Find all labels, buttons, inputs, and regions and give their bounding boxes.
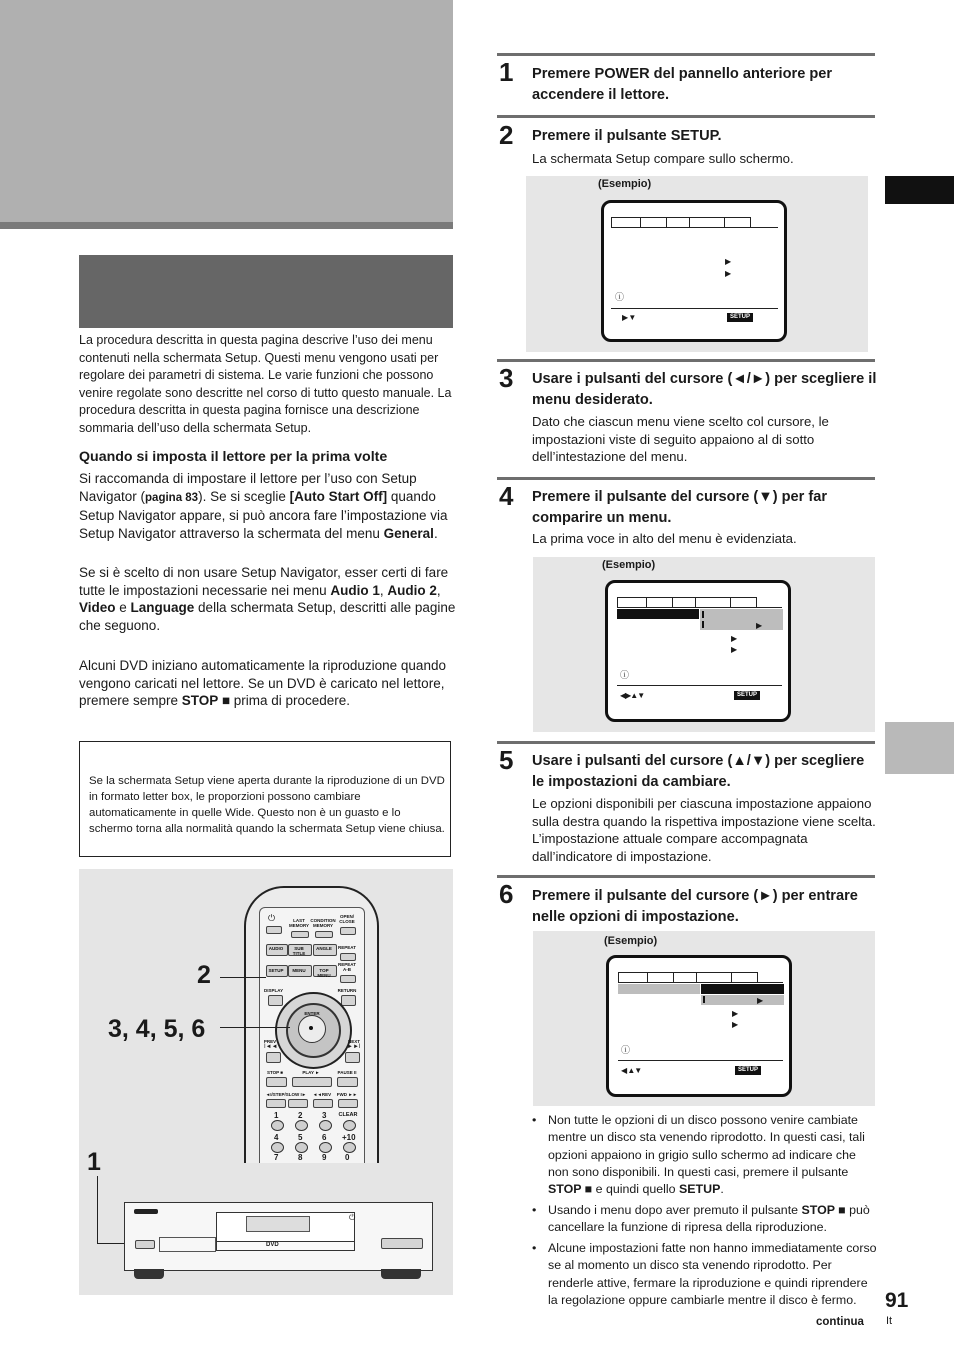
menu-divider	[617, 607, 782, 608]
first-time-paragraph-3	[79, 657, 453, 710]
setup-badge: SETUP	[734, 691, 760, 700]
options-panel	[700, 609, 783, 630]
info-icon: ⓘ	[615, 292, 625, 302]
player-transport-buttons[interactable]	[381, 1238, 423, 1249]
step-fwd-button[interactable]	[288, 1099, 308, 1108]
repeat-ab-label: REPEAT A-B	[338, 962, 356, 972]
step-1-title: Premere POWER del pannello anteriore per accendere il lettore.	[532, 66, 833, 103]
clear-button[interactable]	[343, 1120, 356, 1131]
note-text: Se la schermata Setup viene aperta durante la riproduzione di un DVD in formato letter box, le proporzioni possono cambiare automaticamente in quelle Wide. Questo non è un guasto e lo schermo torna alla normalità quando la schermata Setup viene chiusa.	[89, 775, 445, 835]
player-power-button[interactable]	[135, 1240, 155, 1249]
repeat-button[interactable]	[340, 953, 356, 961]
first-time-heading: Quando si imposta il lettore per la prima volte	[79, 449, 388, 465]
callout-line-3456	[220, 1027, 290, 1028]
pause-label: PAUSE II	[337, 1070, 357, 1075]
stop-button[interactable]	[266, 1077, 287, 1087]
player-brand-logo	[134, 1209, 158, 1214]
page-number: 91	[885, 1289, 909, 1312]
step-2-rule	[497, 115, 875, 118]
last-memory-label: LAST MEMORY	[288, 918, 310, 928]
intro-paragraph: La procedura descritta in questa pagina descrive l’uso dei menu contenuti nella schermata Setup. Questi menu vengono usati per regolare dei parametri di sistema. Le varie funzioni che possono venire regolate sono descritte nel corso di tutto questo manuale. La procedura descritta in questa pagina fornisce una descrizione sommaria dell’uso della schermata Setup.	[79, 333, 452, 435]
rev-button[interactable]	[313, 1099, 333, 1108]
display-button[interactable]	[268, 995, 283, 1006]
setting-indicator-icon	[702, 621, 704, 628]
text: Non tutte le opzioni di un disco possono venire cambiate mentre un disco sta venendo riprodotto. In questi casi, tali opzioni appaiono in grigio sullo schermo ad indicare che non sono disponibili. In questi casi, premere il pulsante	[548, 1113, 865, 1179]
arrow-right-icon: ▶	[731, 645, 738, 654]
digit-6-label: 6	[322, 1133, 327, 1142]
section-title-bar	[79, 255, 453, 328]
footer-divider	[617, 685, 782, 686]
setting-indicator-icon	[702, 611, 704, 618]
text: Alcune impostazioni fatte non hanno immediatamente corso se al momento un disco sta venendo riprodotto. Per renderle attive, fermare la riproduzione e quindi riprendere la regolazione oppure cambiarle mentre il disco è fermo.	[548, 1241, 877, 1307]
step-3-body: Dato che ciascun menu viene scelto col cursore, le impostazioni viste di seguito appaiono al di sotto dell’intestazione del menu.	[532, 414, 829, 464]
footer-divider	[618, 1060, 783, 1061]
footer-divider	[611, 308, 778, 309]
digit-4-button[interactable]	[271, 1142, 284, 1153]
video-text: Video	[79, 600, 116, 615]
digit-9-label: 9	[322, 1153, 327, 1162]
arrow-right-icon: ▶	[732, 1009, 739, 1018]
step-slow-label: ◄I/STEP/SLOW I►	[265, 1092, 307, 1097]
clear-label: CLEAR	[338, 1112, 358, 1118]
enter-label: ENTER	[304, 1011, 320, 1016]
digit-5-label: 5	[298, 1133, 303, 1142]
continue-label: continua	[816, 1316, 864, 1328]
repeat-ab-button[interactable]	[340, 975, 356, 983]
open-close-button[interactable]	[340, 927, 356, 935]
stop-text: STOP ■	[181, 693, 230, 708]
text: prima di procedere.	[229, 693, 351, 708]
return-label: RETURN	[337, 988, 357, 993]
cursor-keys-icon: ◀▶▲▼	[620, 691, 645, 700]
bullet-item-2	[532, 1202, 878, 1237]
display-label: DISPLAY	[264, 988, 284, 993]
options-panel	[701, 995, 784, 1005]
edge-tab-black	[885, 176, 954, 204]
callout-line-2	[220, 977, 266, 978]
arrow-right-icon: ▶	[725, 269, 732, 278]
text: Alcuni DVD iniziano automaticamente la riproduzione quando vengono caricati nel lettore. Se un DVD è caricato nel lettore, premere sempre	[79, 658, 446, 708]
prev-label: PREV	[263, 1039, 277, 1044]
digit-2-label: 2	[298, 1111, 303, 1120]
text: quando Setup Navigator appare, si può ancora fare l’impostazione via Setup Navigator attraverso la schermata del menu	[79, 488, 448, 541]
digit-6-button[interactable]	[319, 1142, 332, 1153]
info-icon: ⓘ	[620, 670, 630, 680]
play-label: PLAY ►	[302, 1070, 320, 1075]
bullet-icon: •	[532, 1113, 537, 1127]
audio-label: AUDIO	[268, 946, 284, 951]
digit-3-label: 3	[322, 1111, 327, 1120]
text: Si raccomanda di impostare il lettore per l’uso con Setup Navigator (	[79, 471, 417, 504]
bullet-item-1	[532, 1112, 878, 1198]
menu-label: MENU	[292, 968, 306, 973]
next-label: NEXT	[347, 1039, 360, 1044]
text: e quindi quello	[592, 1182, 680, 1197]
player-display-panel	[246, 1216, 310, 1232]
audio1-text: Audio 1	[330, 582, 380, 598]
callout-1: 1	[87, 1148, 101, 1176]
step-6-title: Premere il pulsante del cursore (►) per entrare nelle opzioni di impostazione.	[532, 888, 858, 925]
digit-2-button[interactable]	[295, 1120, 308, 1131]
repeat-label: REPEAT	[338, 945, 356, 950]
top-menu-label: TOP MENU	[317, 968, 331, 978]
step-4-number: 4	[499, 481, 514, 511]
digit-1-button[interactable]	[271, 1120, 284, 1131]
angle-label: ANGLE	[316, 946, 332, 951]
step-2-body: La schermata Setup compare sullo schermo.	[532, 151, 794, 166]
step-4-rule	[497, 477, 875, 480]
text: e	[115, 600, 131, 615]
step-3-rule	[497, 359, 875, 362]
step-6-number: 6	[499, 879, 514, 909]
first-time-paragraph-1	[79, 470, 455, 542]
general-menu-text: General	[383, 525, 434, 541]
rev-label: ◄◄REV	[312, 1092, 332, 1097]
step-1-number: 1	[499, 57, 514, 87]
step-5-body: Le opzioni disponibili per ciascuna impostazione appaiono sulla destra quando la rispettiva impostazione viene scelta. L’impostazione attuale compare accompagnata dall’indicatore di impostazione.	[532, 796, 876, 864]
arrow-right-icon: ▶	[732, 1020, 739, 1029]
example-3-screen	[606, 955, 792, 1097]
player-foot-right	[381, 1269, 421, 1279]
language-text: Language	[130, 600, 195, 615]
text: Usando i menu dopo aver premuto il pulsante	[548, 1203, 802, 1217]
digit-0-label: 0	[345, 1153, 350, 1162]
info-icon: ⓘ	[621, 1045, 631, 1055]
stop-text: STOP ■	[801, 1203, 846, 1217]
text: ). Se si sceglie	[198, 488, 290, 504]
plus10-button[interactable]	[343, 1142, 356, 1153]
setup-label: SETUP	[268, 968, 284, 973]
player-foot-left	[134, 1269, 164, 1279]
open-close-label: OPEN/ CLOSE	[339, 914, 355, 924]
remote-figure	[79, 869, 453, 1295]
language-code: It	[886, 1315, 893, 1327]
auto-start-off-text: [Auto Start Off]	[289, 488, 388, 504]
player-button-row	[159, 1237, 216, 1252]
arrow-right-icon: ▶	[756, 621, 763, 630]
plus10-label: +10	[342, 1133, 356, 1142]
subtitle-label: SUB TITLE	[292, 946, 306, 956]
bullet-icon: •	[532, 1203, 537, 1217]
fwd-button[interactable]	[338, 1099, 358, 1108]
audio2-text: Audio 2	[387, 582, 437, 598]
prev-button[interactable]	[266, 1052, 281, 1063]
text: Se si è scelto di non usare Setup Navigator, esser certi di fare tutte le impostazioni necessarie nei menu	[79, 565, 449, 598]
cursor-keys-icon: ◀ ▲▼	[621, 1066, 642, 1075]
text: può cancellare la funzione di ripresa della riproduzione.	[548, 1203, 870, 1235]
cursor-keys-icon: ▶ ▼	[622, 313, 636, 322]
selected-option	[701, 984, 784, 994]
step-6-rule	[497, 875, 875, 878]
text: .	[720, 1182, 724, 1197]
fwd-label: FWD ►►	[336, 1092, 358, 1097]
next-icon: ►►I	[347, 1044, 361, 1050]
last-memory-button[interactable]	[291, 931, 309, 938]
setup-badge: SETUP	[735, 1066, 761, 1075]
edge-tab-gray	[885, 722, 954, 774]
example-1-label: (Esempio)	[598, 178, 652, 190]
menu-divider	[611, 227, 778, 228]
step-back-button[interactable]	[266, 1099, 286, 1108]
stop-text: STOP ■	[548, 1182, 593, 1197]
power-button[interactable]	[266, 926, 282, 934]
text: ,	[379, 582, 388, 598]
setting-indicator-icon	[703, 996, 705, 1003]
callout-2: 2	[197, 961, 211, 989]
bullet-icon: •	[532, 1241, 537, 1255]
callout-3456: 3, 4, 5, 6	[108, 1015, 206, 1043]
arrow-right-icon: ▶	[725, 257, 732, 266]
setup-badge: SETUP	[727, 313, 753, 322]
digit-1-label: 1	[274, 1111, 279, 1120]
text: ,	[436, 582, 441, 598]
arrow-right-icon: ▶	[731, 634, 738, 643]
page-reference: pagina 83	[145, 491, 199, 504]
digit-3-button[interactable]	[319, 1120, 332, 1131]
stop-label: STOP ■	[266, 1070, 284, 1075]
pause-button[interactable]	[337, 1077, 358, 1087]
step-2-number: 2	[499, 120, 514, 150]
digit-5-button[interactable]	[295, 1142, 308, 1153]
step-3-title: Usare i pulsanti del cursore (◄/►) per scegliere il menu desiderato.	[532, 371, 877, 408]
example-3-label: (Esempio)	[604, 935, 658, 947]
header-gray-underline	[0, 222, 453, 229]
step-5-number: 5	[499, 745, 514, 775]
bullet-item-3	[532, 1240, 878, 1309]
arrow-right-icon: ▶	[757, 996, 764, 1005]
step-4-body: La prima voce in alto del menu è evidenziata.	[532, 531, 797, 546]
setup-text: SETUP	[679, 1182, 721, 1197]
next-button[interactable]	[345, 1052, 360, 1063]
digit-8-label: 8	[298, 1153, 303, 1162]
first-time-paragraph-2	[79, 564, 457, 634]
return-button[interactable]	[341, 995, 356, 1006]
condition-memory-button[interactable]	[315, 931, 333, 938]
enter-dot	[309, 1026, 313, 1030]
step-5-title: Usare i pulsanti del cursore (▲/▼) per scegliere le impostazioni da cambiare.	[532, 753, 865, 790]
menu-divider	[618, 982, 783, 983]
step-3-number: 3	[499, 363, 514, 393]
step-2-title: Premere il pulsante SETUP.	[532, 128, 722, 144]
example-2-screen	[605, 580, 791, 722]
example-2-label: (Esempio)	[602, 559, 656, 571]
step-5-rule	[497, 741, 875, 744]
callout-line-1-vertical	[97, 1176, 98, 1243]
note-box	[79, 741, 451, 857]
selected-menu-item	[618, 984, 700, 994]
digit-7-label: 7	[274, 1153, 279, 1162]
power-icon: ⏻	[268, 913, 276, 923]
player-disc-tray	[216, 1241, 355, 1251]
condition-memory-label: CONDITION MEMORY	[310, 918, 336, 928]
player-open-close-icon: ⏻	[349, 1213, 356, 1222]
step-1-rule	[497, 53, 875, 56]
step-4-title: Premere il pulsante del cursore (▼) per far comparire un menu.	[532, 489, 828, 526]
example-1-screen	[601, 200, 787, 342]
text: della schermata Setup, descritti alle pagine che seguono.	[79, 600, 456, 633]
prev-icon: I◄◄	[264, 1044, 278, 1050]
text: .	[433, 525, 438, 541]
header-gray-block	[0, 0, 453, 222]
play-button[interactable]	[292, 1077, 332, 1087]
digit-4-label: 4	[274, 1133, 279, 1142]
selected-menu-item	[617, 609, 699, 619]
dvd-logo: DVD	[266, 1242, 279, 1248]
